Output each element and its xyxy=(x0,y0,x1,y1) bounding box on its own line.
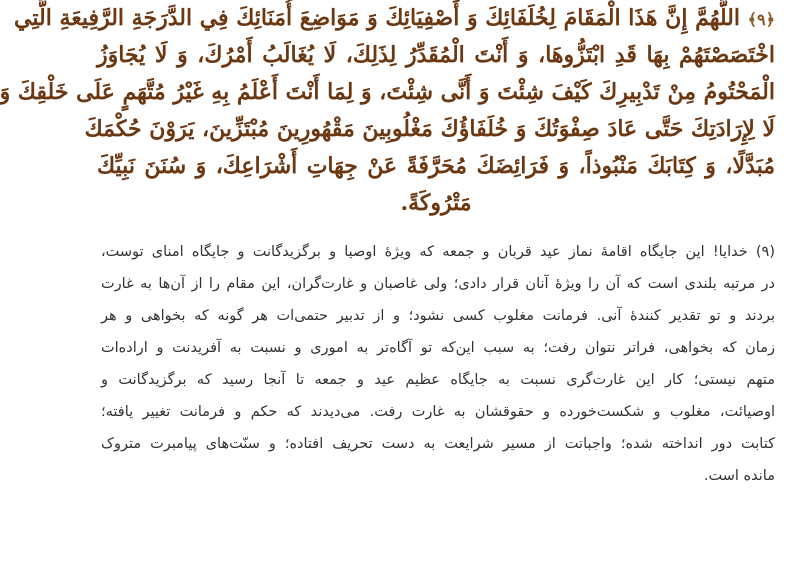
translation-line: متهم نیستی؛ کار این غارت‌گری نسبت به جایگاه عظیم عید و جمعه تا آنجا رسید که برگزیدگانت و xyxy=(101,372,775,388)
arabic-line: مُبَدَّلًا، وَ كِتَابَكَ مَنْبُوذاً، وَ فَرَائِضَكَ مُحَرَّفَةً عَنْ جِهَاتِ أَشْرَاعِكَ، وَ سُنَنَ نَبِيِّكَ xyxy=(97,153,775,179)
arabic-line xyxy=(14,0,775,37)
translation-line: در مرتبه بلندی است که آن را ویژهٔ آنان قرار دادی؛ ولی غاصبان و غارت‌گران، این مقام را از آن‌ها به غارت xyxy=(101,276,775,292)
translation-line: زمان که بخواهی، فراتر نتوان رفت؛ به سبب این‌که تو آگاه‌تر به اموری و نسبت به آفریدنت و اراده‌ات xyxy=(101,340,775,356)
translation-line: مانده است. xyxy=(703,468,775,484)
arabic-line-text: اللَّهُمَّ إِنَّ هَذَا الْمَقَامَ لِخُلَفَائِكَ وَ أَصْفِيَائِكَ وَ مَوَاضِعَ أُمَنَائِكَ فِي الدَّرَجَةِ الرَّفِيعَةِ الَّتِي xyxy=(14,5,740,31)
translation-line: بردند و تو تقدیر کنندهٔ آنی. فرمانت مغلوب کسی نشود؛ و از تدبیر حتمی‌ات هر گونه که بخواهی و هر xyxy=(101,308,775,324)
arabic-line: اخْتَصَصْتَهُمْ بِهَا قَدِ ابْتَزُّوهَا، وَ أَنْتَ الْمُقَدِّرُ لِذَلِكَ، لَا يُغَالَبُ أَمْرُكَ، وَ لَا يُجَاوَزُ xyxy=(97,42,775,68)
translation-line: اوصیائت، مغلوب و شکست‌خورده و حقوقشان به غارت رفت. می‌دیدند که حکم و فرمانت تغییر یافته؛ xyxy=(101,404,775,420)
persian-translation-block xyxy=(87,236,787,492)
translation-line: کتابت دور انداخته شده؛ واجباتت از مسیر شرایعت به دست تحریف افتاده؛ و سنّت‌های پیامبرت متروک xyxy=(101,436,775,452)
arabic-line: مَتْرُوكَةً. xyxy=(400,190,472,216)
verse-number-marker: ﴿٩﴾ xyxy=(747,10,775,29)
arabic-line: لَا لِإِرَادَتِكَ حَتَّى عَادَ صِفْوَتُكَ وَ خُلَفَاؤُكَ مَغْلُوبِينَ مَقْهُورِينَ مُبْتَزِّينَ، يَرَوْنَ حُكْمَكَ xyxy=(84,116,775,142)
arabic-line: الْمَحْتُومُ مِنْ تَدْبِيرِكَ كَيْفَ شِئْتَ وَ أَنَّى شِئْتَ، وَ لِمَا أَنْتَ أَعْلَمُ بِهِ غَيْرُ مُتَّهَمٍ عَلَى خَلْقِكَ وَ xyxy=(0,79,775,105)
translation-line: (۹) خدایا! این جایگاه اقامهٔ نماز عید قربان و جمعه که ویژهٔ اوصیا و برگزیدگانت و جایگاه امنای توست، xyxy=(101,244,775,260)
arabic-text-block xyxy=(0,0,787,222)
